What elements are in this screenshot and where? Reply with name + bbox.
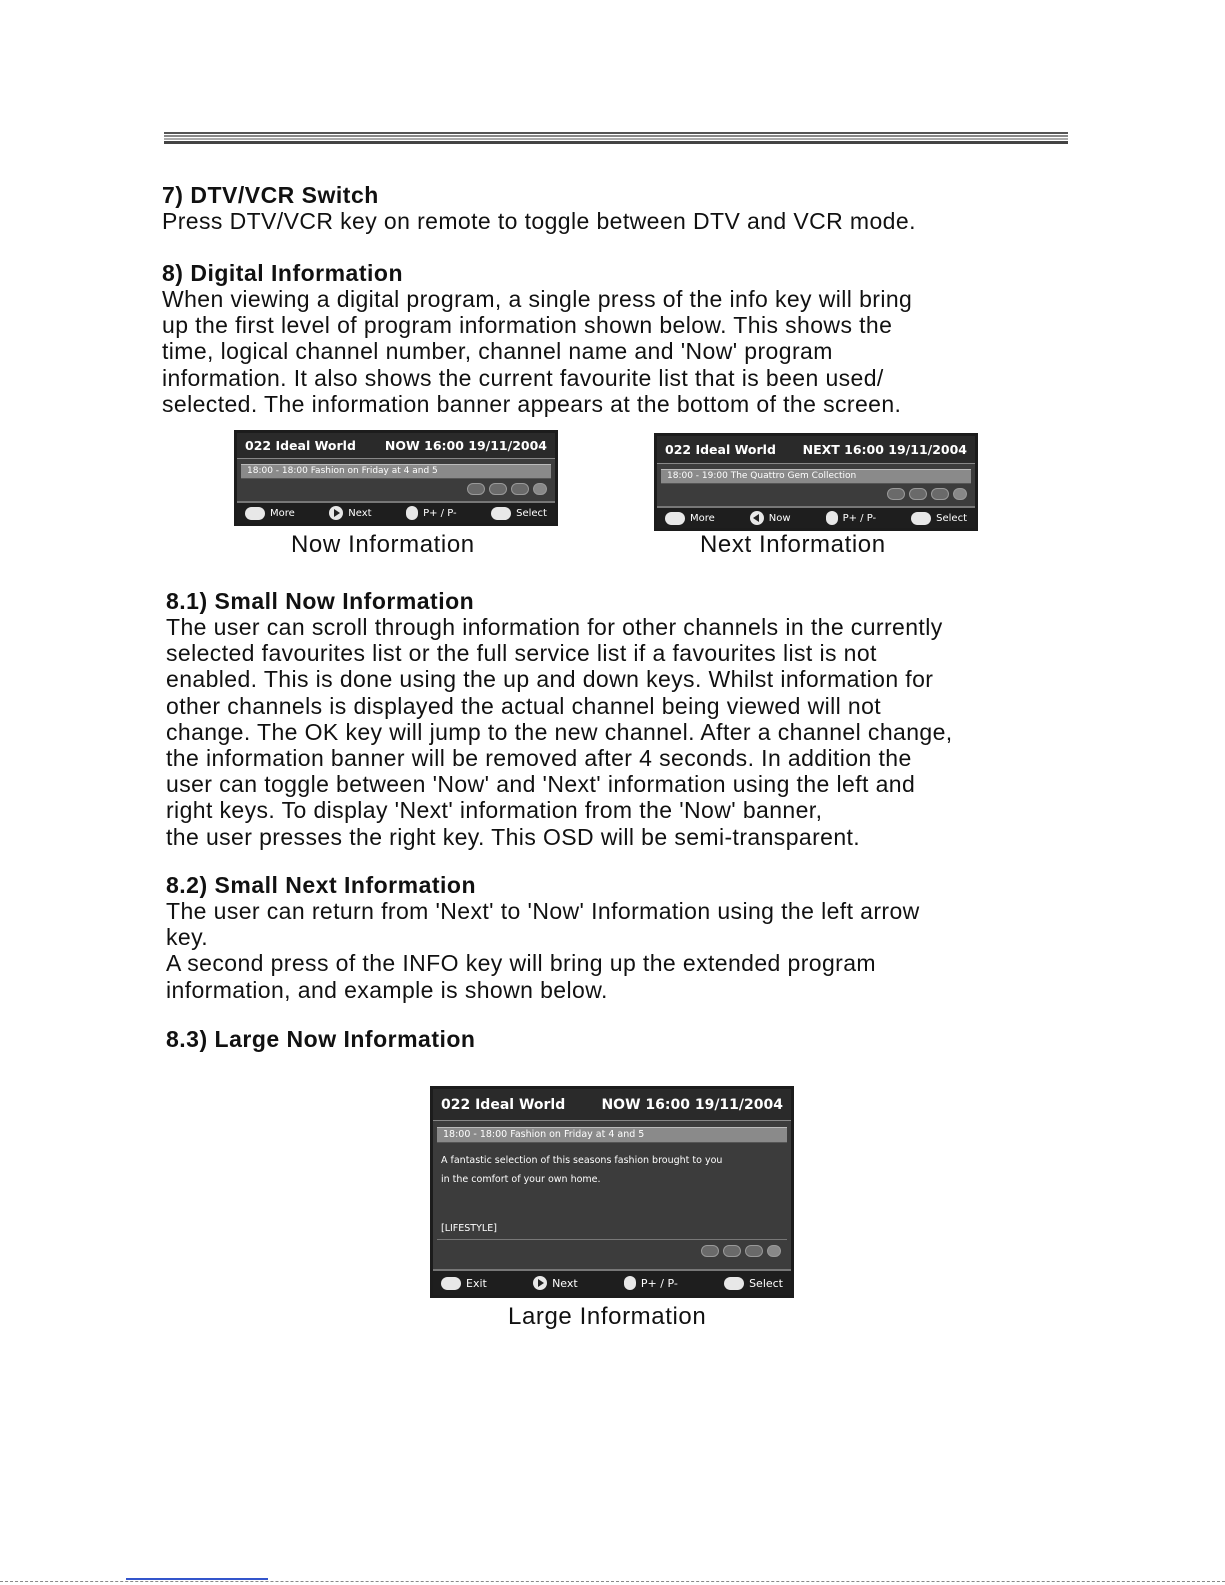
info-badge-icon	[953, 488, 967, 500]
osd-key-exit: Exit	[441, 1277, 487, 1290]
ca-badge-icon	[931, 488, 949, 500]
text-line: selected. The information banner appears at the bottom of the screen.	[162, 390, 902, 417]
now-info-caption: Now Information	[291, 531, 475, 558]
section-8-title: 8) Digital Information	[162, 260, 403, 286]
text-line: change. The OK key will jump to the new channel. After a channel change,	[166, 718, 953, 745]
osd-event: 18:00 - 18:00 Fashion on Friday at 4 and 5	[241, 464, 551, 479]
ok-key-icon	[724, 1277, 744, 1290]
header-rule	[164, 132, 1068, 144]
osd-channel: 022 Ideal World	[441, 1096, 566, 1113]
osd-key-now: Now	[750, 511, 791, 525]
up-down-icon	[826, 511, 838, 525]
osd-channel: 022 Ideal World	[665, 442, 776, 457]
text-line: other channels is displayed the actual channel being viewed will not	[166, 692, 882, 719]
text-line: When viewing a digital program, a single press of the info key will bring	[162, 286, 913, 312]
text-line: information, and example is shown below.	[166, 976, 608, 1003]
ok-key-icon	[491, 507, 511, 520]
up-down-icon	[624, 1276, 636, 1290]
info-key-icon	[441, 1277, 461, 1290]
osd-genre: [LIFESTYLE]	[441, 1223, 497, 1234]
next-info-screenshot	[654, 433, 978, 531]
left-arrow-icon	[750, 511, 764, 525]
osd-description: A fantastic selection of this seasons fashion brought to you in the comfort of your own home.	[441, 1155, 723, 1185]
osd-status: NOW 16:00 19/11/2004	[601, 1096, 783, 1113]
section-8-2-title: 8.2) Small Next Information	[166, 872, 477, 898]
osd-event: 18:00 - 18:00 Fashion on Friday at 4 and 5	[437, 1127, 787, 1143]
text-line: A second press of the INFO key will bring up the extended program	[166, 950, 876, 977]
section-8-3-title: 8.3) Large Now Information	[166, 1026, 476, 1052]
osd-key-channel: P+ / P-	[826, 511, 877, 525]
right-arrow-icon	[329, 506, 343, 520]
text-line: The user can return from 'Next' to 'Now' Information using the left arrow	[166, 898, 920, 924]
footer-underline	[126, 1578, 268, 1580]
text-line: time, logical channel number, channel name and 'Now' program	[162, 338, 833, 365]
text-line: information. It also shows the current favourite list that is been used/	[162, 364, 884, 391]
osd-key-select: Select	[911, 512, 967, 525]
osd-key-more: More	[245, 507, 295, 520]
text-line: Press DTV/VCR key on remote to toggle between DTV and VCR mode.	[162, 208, 916, 234]
info-key-icon	[245, 507, 265, 520]
teletext-badge-icon	[723, 1245, 741, 1257]
subtitle-badge-icon	[701, 1245, 719, 1257]
subtitle-badge-icon	[467, 483, 485, 495]
section-7-title: 7) DTV/VCR Switch	[162, 182, 379, 208]
section-8-1-text	[166, 614, 953, 850]
teletext-badge-icon	[489, 483, 507, 495]
text-line: selected favourites list or the full service list if a favourites list is not	[166, 640, 877, 667]
text-line: up the first level of program information shown below. This shows the	[162, 312, 893, 339]
info-key-icon	[665, 512, 685, 525]
text-line: The user can scroll through information for other channels in the currently	[166, 614, 943, 640]
ca-badge-icon	[745, 1245, 763, 1257]
section-8-2-text	[166, 898, 920, 1003]
ok-key-icon	[911, 512, 931, 525]
osd-key-select: Select	[724, 1277, 783, 1290]
next-info-caption: Next Information	[700, 531, 886, 558]
osd-key-next: Next	[329, 506, 371, 520]
subtitle-badge-icon	[887, 488, 905, 500]
osd-channel: 022 Ideal World	[245, 438, 356, 453]
osd-status: NEXT 16:00 19/11/2004	[802, 442, 967, 457]
text-line: the user presses the right key. This OSD will be semi-transparent.	[166, 823, 861, 850]
osd-event: 18:00 - 19:00 The Quattro Gem Collection	[661, 469, 971, 484]
section-8-text	[162, 286, 912, 417]
section-8-1-title: 8.1) Small Now Information	[166, 588, 475, 614]
osd-key-select: Select	[491, 507, 547, 520]
ca-badge-icon	[511, 483, 529, 495]
osd-key-next: Next	[533, 1276, 578, 1290]
section-7-text	[162, 208, 916, 234]
large-info-screenshot	[430, 1086, 794, 1298]
text-line: key.	[166, 924, 209, 951]
osd-key-more: More	[665, 512, 715, 525]
text-line: right keys. To display 'Next' information from the 'Now' banner,	[166, 797, 823, 824]
now-info-screenshot	[234, 430, 558, 526]
osd-key-channel: P+ / P-	[406, 506, 457, 520]
info-badge-icon	[533, 483, 547, 495]
up-down-icon	[406, 506, 418, 520]
right-arrow-icon	[533, 1276, 547, 1290]
osd-status: NOW 16:00 19/11/2004	[384, 438, 547, 453]
text-line: enabled. This is done using the up and down keys. Whilst information for	[166, 666, 934, 693]
text-line: the information banner will be removed after 4 seconds. In addition the	[166, 745, 912, 772]
osd-key-channel: P+ / P-	[624, 1276, 678, 1290]
footer-divider	[0, 1581, 1225, 1582]
text-line: user can toggle between 'Now' and 'Next' information using the left and	[166, 771, 916, 798]
info-badge-icon	[767, 1245, 781, 1257]
teletext-badge-icon	[909, 488, 927, 500]
large-info-caption: Large Information	[508, 1303, 707, 1330]
